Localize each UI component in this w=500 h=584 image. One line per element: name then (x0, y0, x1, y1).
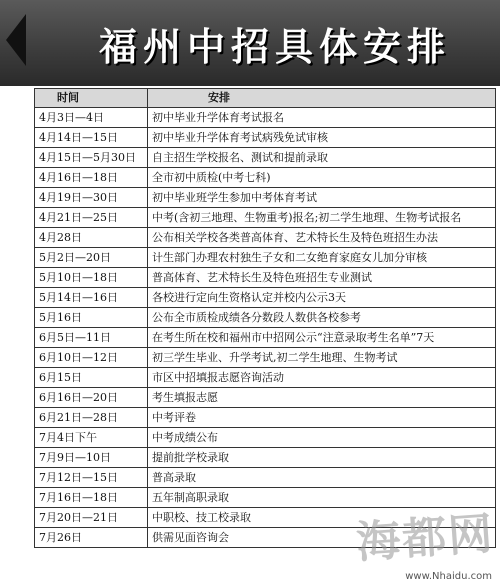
column-header-time: 时间 (35, 89, 148, 108)
cell-time: 4月3日—4日 (35, 108, 148, 128)
cell-arrangement: 市区中招填报志愿咨询活动 (148, 368, 496, 388)
cell-arrangement: 全市初中质检(中考七科) (148, 168, 496, 188)
cell-arrangement: 计生部门办理农村独生子女和二女绝育家庭女儿加分审核 (148, 248, 496, 268)
table-row (35, 328, 496, 348)
table-row (35, 268, 496, 288)
cell-time: 4月28日 (35, 228, 148, 248)
cell-arrangement: 在考生所在校和福州市中招网公示“注意录取考生名单”7天 (148, 328, 496, 348)
cell-time: 6月21日—28日 (35, 408, 148, 428)
cell-arrangement: 初三学生毕业、升学考试,初二学生地理、生物考试 (148, 348, 496, 368)
schedule-table (34, 88, 496, 548)
cell-time: 5月16日 (35, 308, 148, 328)
cell-arrangement: 初中毕业升学体育考试报名 (148, 108, 496, 128)
site-watermark-logo: 海都网 (354, 508, 496, 569)
cell-arrangement: 中考成绩公布 (148, 428, 496, 448)
cell-arrangement: 公布全市质检成绩各分数段人数供各校参考 (148, 308, 496, 328)
table-row (35, 308, 496, 328)
cell-time: 5月2日—20日 (35, 248, 148, 268)
cell-time: 7月12日—15日 (35, 468, 148, 488)
cell-time: 6月10日—12日 (35, 348, 148, 368)
cell-time: 5月14日—16日 (35, 288, 148, 308)
cell-arrangement: 初中毕业升学体育考试病残免试审核 (148, 128, 496, 148)
cell-arrangement: 普高录取 (148, 468, 496, 488)
table-row (35, 208, 496, 228)
cell-time: 4月19日—30日 (35, 188, 148, 208)
table-row (35, 428, 496, 448)
table-row (35, 148, 496, 168)
arrow-left-icon (6, 14, 26, 66)
cell-time: 6月16日—20日 (35, 388, 148, 408)
cell-arrangement: 各校进行定向生资格认定并校内公示3天 (148, 288, 496, 308)
cell-time: 7月16日—18日 (35, 488, 148, 508)
table-row (35, 388, 496, 408)
cell-arrangement: 普高体育、艺术特长生及特色班招生专业测试 (148, 268, 496, 288)
table-row (35, 108, 496, 128)
cell-time: 4月16日—18日 (35, 168, 148, 188)
column-header-arrangement: 安排 (148, 89, 496, 108)
table-row (35, 168, 496, 188)
cell-time: 4月15日—5月30日 (35, 148, 148, 168)
cell-time: 7月4日下午 (35, 428, 148, 448)
table-row (35, 188, 496, 208)
table-row (35, 288, 496, 308)
cell-arrangement: 中考评卷 (148, 408, 496, 428)
cell-arrangement: 公布相关学校各类普高体育、艺术特长生及特色班招生办法 (148, 228, 496, 248)
cell-time: 6月5日—11日 (35, 328, 148, 348)
cell-time: 4月21日—25日 (35, 208, 148, 228)
table-header-row (35, 89, 496, 108)
table-row (35, 468, 496, 488)
table-row (35, 448, 496, 468)
header-banner (0, 0, 500, 86)
table-row (35, 368, 496, 388)
cell-arrangement: 五年制高职录取 (148, 488, 496, 508)
table-row (35, 128, 496, 148)
cell-arrangement: 自主招生学校报名、测试和提前录取 (148, 148, 496, 168)
cell-arrangement: 中考(含初三地理、生物重考)报名;初二学生地理、生物考试报名 (148, 208, 496, 228)
cell-arrangement: 初中毕业班学生参加中考体育考试 (148, 188, 496, 208)
cell-time: 7月20日—21日 (35, 508, 148, 528)
cell-time: 4月14日—15日 (35, 128, 148, 148)
cell-time: 7月9日—10日 (35, 448, 148, 468)
cell-arrangement: 供需见面咨询会 (148, 528, 496, 548)
cell-time: 7月26日 (35, 528, 148, 548)
cell-time: 5月10日—18日 (35, 268, 148, 288)
cell-arrangement: 考生填报志愿 (148, 388, 496, 408)
page-title: 福州中招具体安排 (98, 24, 451, 69)
cell-arrangement: 中职校、技工校录取 (148, 508, 496, 528)
cell-time: 6月15日 (35, 368, 148, 388)
site-watermark-url: www.Nhaidu.com (405, 571, 492, 582)
table-row (35, 228, 496, 248)
table-row (35, 348, 496, 368)
table-row (35, 408, 496, 428)
table-row (35, 248, 496, 268)
cell-arrangement: 提前批学校录取 (148, 448, 496, 468)
